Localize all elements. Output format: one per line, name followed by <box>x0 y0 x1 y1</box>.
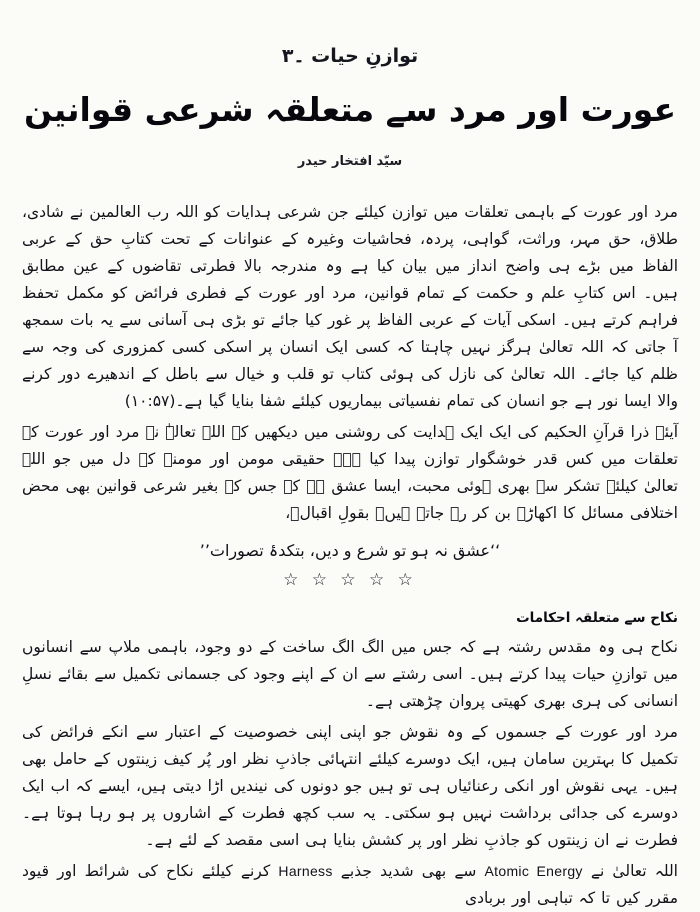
nikah-paragraph-3-middle: سے بھی شدید جذبے <box>340 862 477 881</box>
page-title: عورت اور مرد سے متعلقہ شرعی قوانین <box>24 89 676 129</box>
term-atomic-energy: Atomic Energy <box>484 863 583 880</box>
nikah-paragraph-3-after: کرنے کیلئے نکاح کی شرائط اور قیود مقرر کیں تا کہ تباہی اور بربادی <box>22 862 678 908</box>
quran-reference: (۱۰:۵۷) <box>124 392 176 411</box>
intro-paragraph-2: آیئے ذرا قرآنِ الحکیم کی ایک ایک ہدایت کی روشنی میں دیکھیں کہ اللہ تعالےٰ نے مرد اور عورت کے تعلقات میں کس قدر خوشگوار توازن پیدا کیا ہے۔ حقیقی مومن اور مومنہ کے دل میں جو اللہ تعالیٰ کیلئے تشکر سے بھری ہوئی محبت، ایسا عشق ہے کہ جس کے بغیر شرعی قوانین بھی محض اختلافی مسائل کا اکھاڑہ بن کر رہ جاتے ہیں۔ بقولِ اقبالؒ، <box>22 423 678 523</box>
nikah-paragraph-1: نکاح ہی وہ مقدس رشتہ ہے کہ جس میں الگ الگ ساخت کے دو وجود، باہمی ملاپ سے انسانوں میں توازنِ حیات پیدا کرتے ہیں۔ اسی رشتے سے ان کے اپنے وجود کی جسمانی تکمیل سے بقائے نسلِ انسانی کی ہری بھری کھیتی پروان چڑھتی ہے۔ <box>22 638 678 711</box>
nikah-paragraph-2: مرد اور عورت کے جسموں کے وہ نقوش جو اپنی اپنی خصوصیت کے اعتبار سے انکے فرائض کی تکمیل کا بہترین سامان ہیں، ایک دوسرے کیلئے انتہائی جاذبِ نظر اور پُر کیف زینتوں کے حامل بھی ہیں۔ یہی نقوش اور انکی رعنائیاں ہی تو ہیں جو دونوں کی نیندیں اڑا دیتی ہیں، ایسے کہ اب ایک دوسرے کی جدائی برداشت نہیں ہو سکتی۔ یہ سب کچھ فطرت کے اشاروں پر ہو رہا ہوتا ہے۔ فطرت نے ان زینتوں کو جاذبِ نظر اور پر کشش بنایا ہی اسی مقصد کے لئے ہے۔ <box>22 723 678 850</box>
term-harness: Harness <box>278 863 333 880</box>
nikah-paragraph-3-before: اللہ تعالیٰ نے <box>590 862 678 881</box>
section-heading-nikah: نکاح سے متعلقہ احکامات <box>516 610 678 627</box>
intro-section <box>22 199 678 591</box>
nikah-paragraph-3 <box>22 858 678 912</box>
nikah-section <box>22 607 678 912</box>
intro-paragraph-1 <box>22 199 678 415</box>
intro-paragraph-1-text: مرد اور عورت کے باہمی تعلقات میں توازن کیلئے جن شرعی ہدایات کو اللہ رب العالمین نے شادی، طلاق، حق مہر، وراثت، گواہی، پردہ، فحاشیات وغیرہ کے عنوانات کے تحت کتابِ حق کے عربی الفاظ میں بڑے ہی واضح انداز میں بیان کیا ہے وہ مندرجہ بالا فطرتی تقاضوں کے عین مطابق ہیں۔ اس کتابِ علم و حکمت کے تمام قوانین، مرد اور عورت کے فطری فرائض کو مکمل تحفظ فراہم کرتے ہیں۔ اسکی آیات کے عربی الفاظ پر غور کیا جائے تو بڑی ہی آسانی سے یہ بات سمجھ آ جاتی کہ اللہ تعالیٰ ہرگز نہیں چاہتا کہ کسی ایک انسان پر اسکی کسی کمزوری کی وجہ سے ظلم کیا جائے۔ اللہ تعالیٰ کی نازل کی ہوئی کتاب تو قلب و خیال سے باطل کے اندھیرے دور کرنے والا ایسا نور ہے جو انسان کی تمام نفسیاتی بیماریوں کیلئے شفا بنایا گیا ہے۔ <box>22 203 678 411</box>
star-divider: ☆ ☆ ☆ ☆ ☆ <box>283 570 417 591</box>
author-byline: سیّد افتخار حیدر <box>297 154 403 170</box>
running-head: توازنِ حیات ۔۳ <box>281 45 419 67</box>
iqbal-verse: ‘‘عشق نہ ہو تو شرع و دیں، بتکدۂ تصورات’’ <box>199 541 501 561</box>
